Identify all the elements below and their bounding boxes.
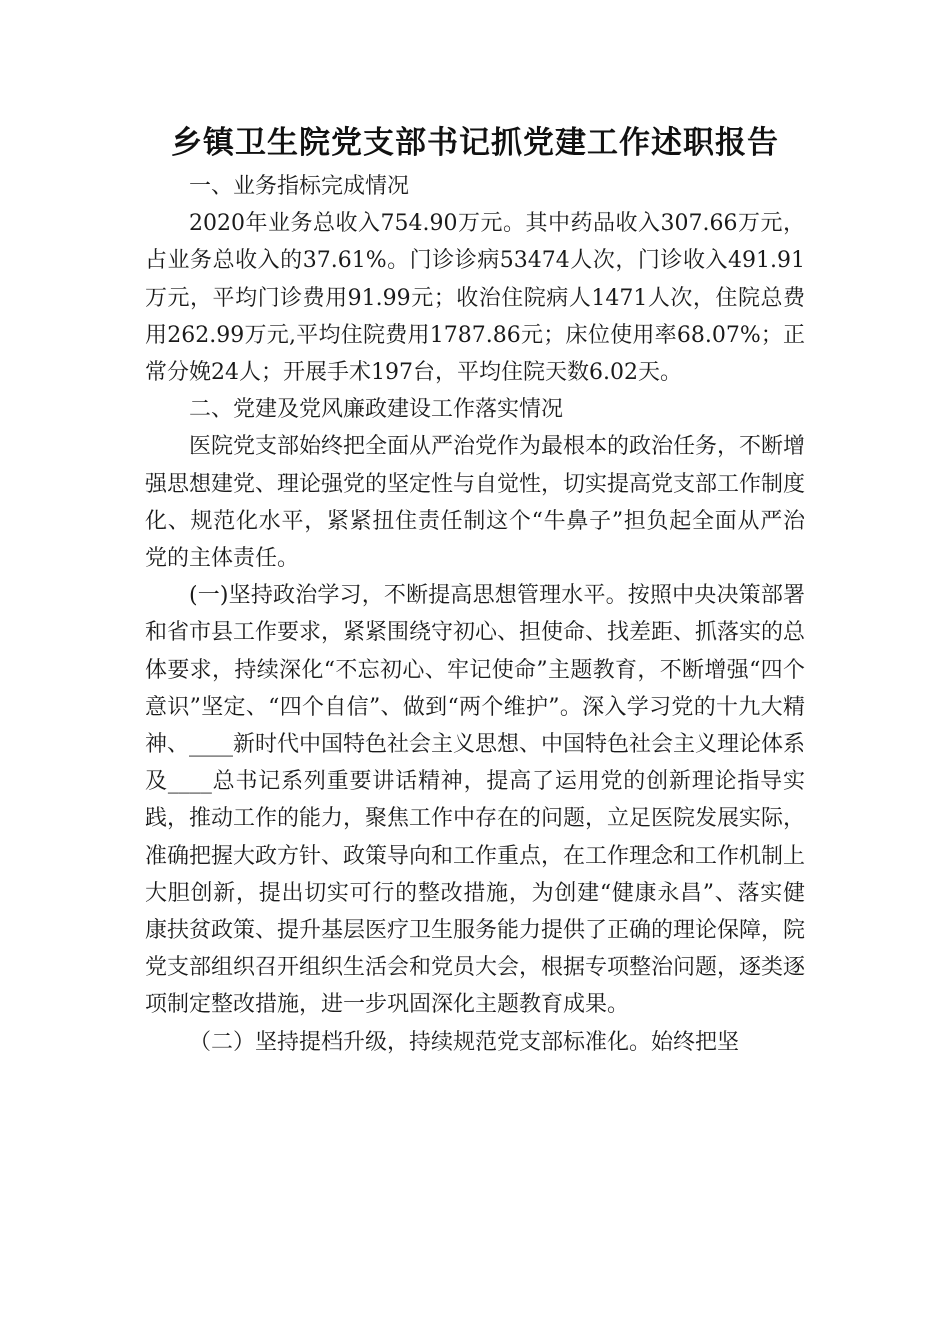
section-2-heading: 二、党建及党风廉政建设工作落实情况	[189, 397, 564, 423]
section-2-item-2-paragraph: （二）坚持提档升级，持续规范党支部标准化。始终把坚	[189, 1029, 740, 1055]
section-2-intro-paragraph: 医院党支部始终把全面从严治党作为最根本的政治任务，不断增强思想建党、理论强党的坚定性与自觉性，切实提高党支部工作制度化、规范化水平，紧紧扭住责任制这个“牛鼻子”担负起全面从严治党的主体责任。	[145, 434, 806, 572]
document-body	[145, 118, 805, 1061]
section-2-item-1-paragraph: (一)坚持政治学习，不断提高思想管理水平。按照中央决策部署和省市县工作要求，紧紧围绕守初心、担使命、找差距、抓落实的总体要求，持续深化“不忘初心、牢记使命”主题教育，不断增强“四个意识”坚定、“四个自信”、做到“两个维护”。深入学习党的十九大精神、____新时代中国特色社会主义思想、中国特色社会主义理论体系及____总书记系列重要讲话精神，提高了运用党的创新理论指导实践，推动工作的能力，聚焦工作中存在的问题，立足医院发展实际，准确把握大政方针、政策导向和工作重点，在工作理念和工作机制上大胆创新，提出切实可行的整改措施，为创建“健康永昌”、落实健康扶贫政策、提升基层医疗卫生服务能力提供了正确的理论保障，院党支部组织召开组织生活会和党员大会，根据专项整治问题，逐类逐项制定整改措施，进一步巩固深化主题教育成果。	[145, 583, 806, 1018]
section-1-paragraph: 2020年业务总收入754.90万元。其中药品收入307.66万元，占业务总收入的37.61%。门诊诊病53474人次，门诊收入491.91万元，平均门诊费用91.99元；收治住院病人1471人次，住院总费用262.99万元,平均住院费用1787.86元；床位使用率68.07%；正常分娩24人；开展手术197台，平均住院天数6.02天。	[145, 211, 805, 386]
section-1-heading: 一、业务指标完成情况	[189, 174, 410, 199]
document-title: 乡镇卫生院党支部书记抓党建工作述职报告	[171, 125, 779, 161]
